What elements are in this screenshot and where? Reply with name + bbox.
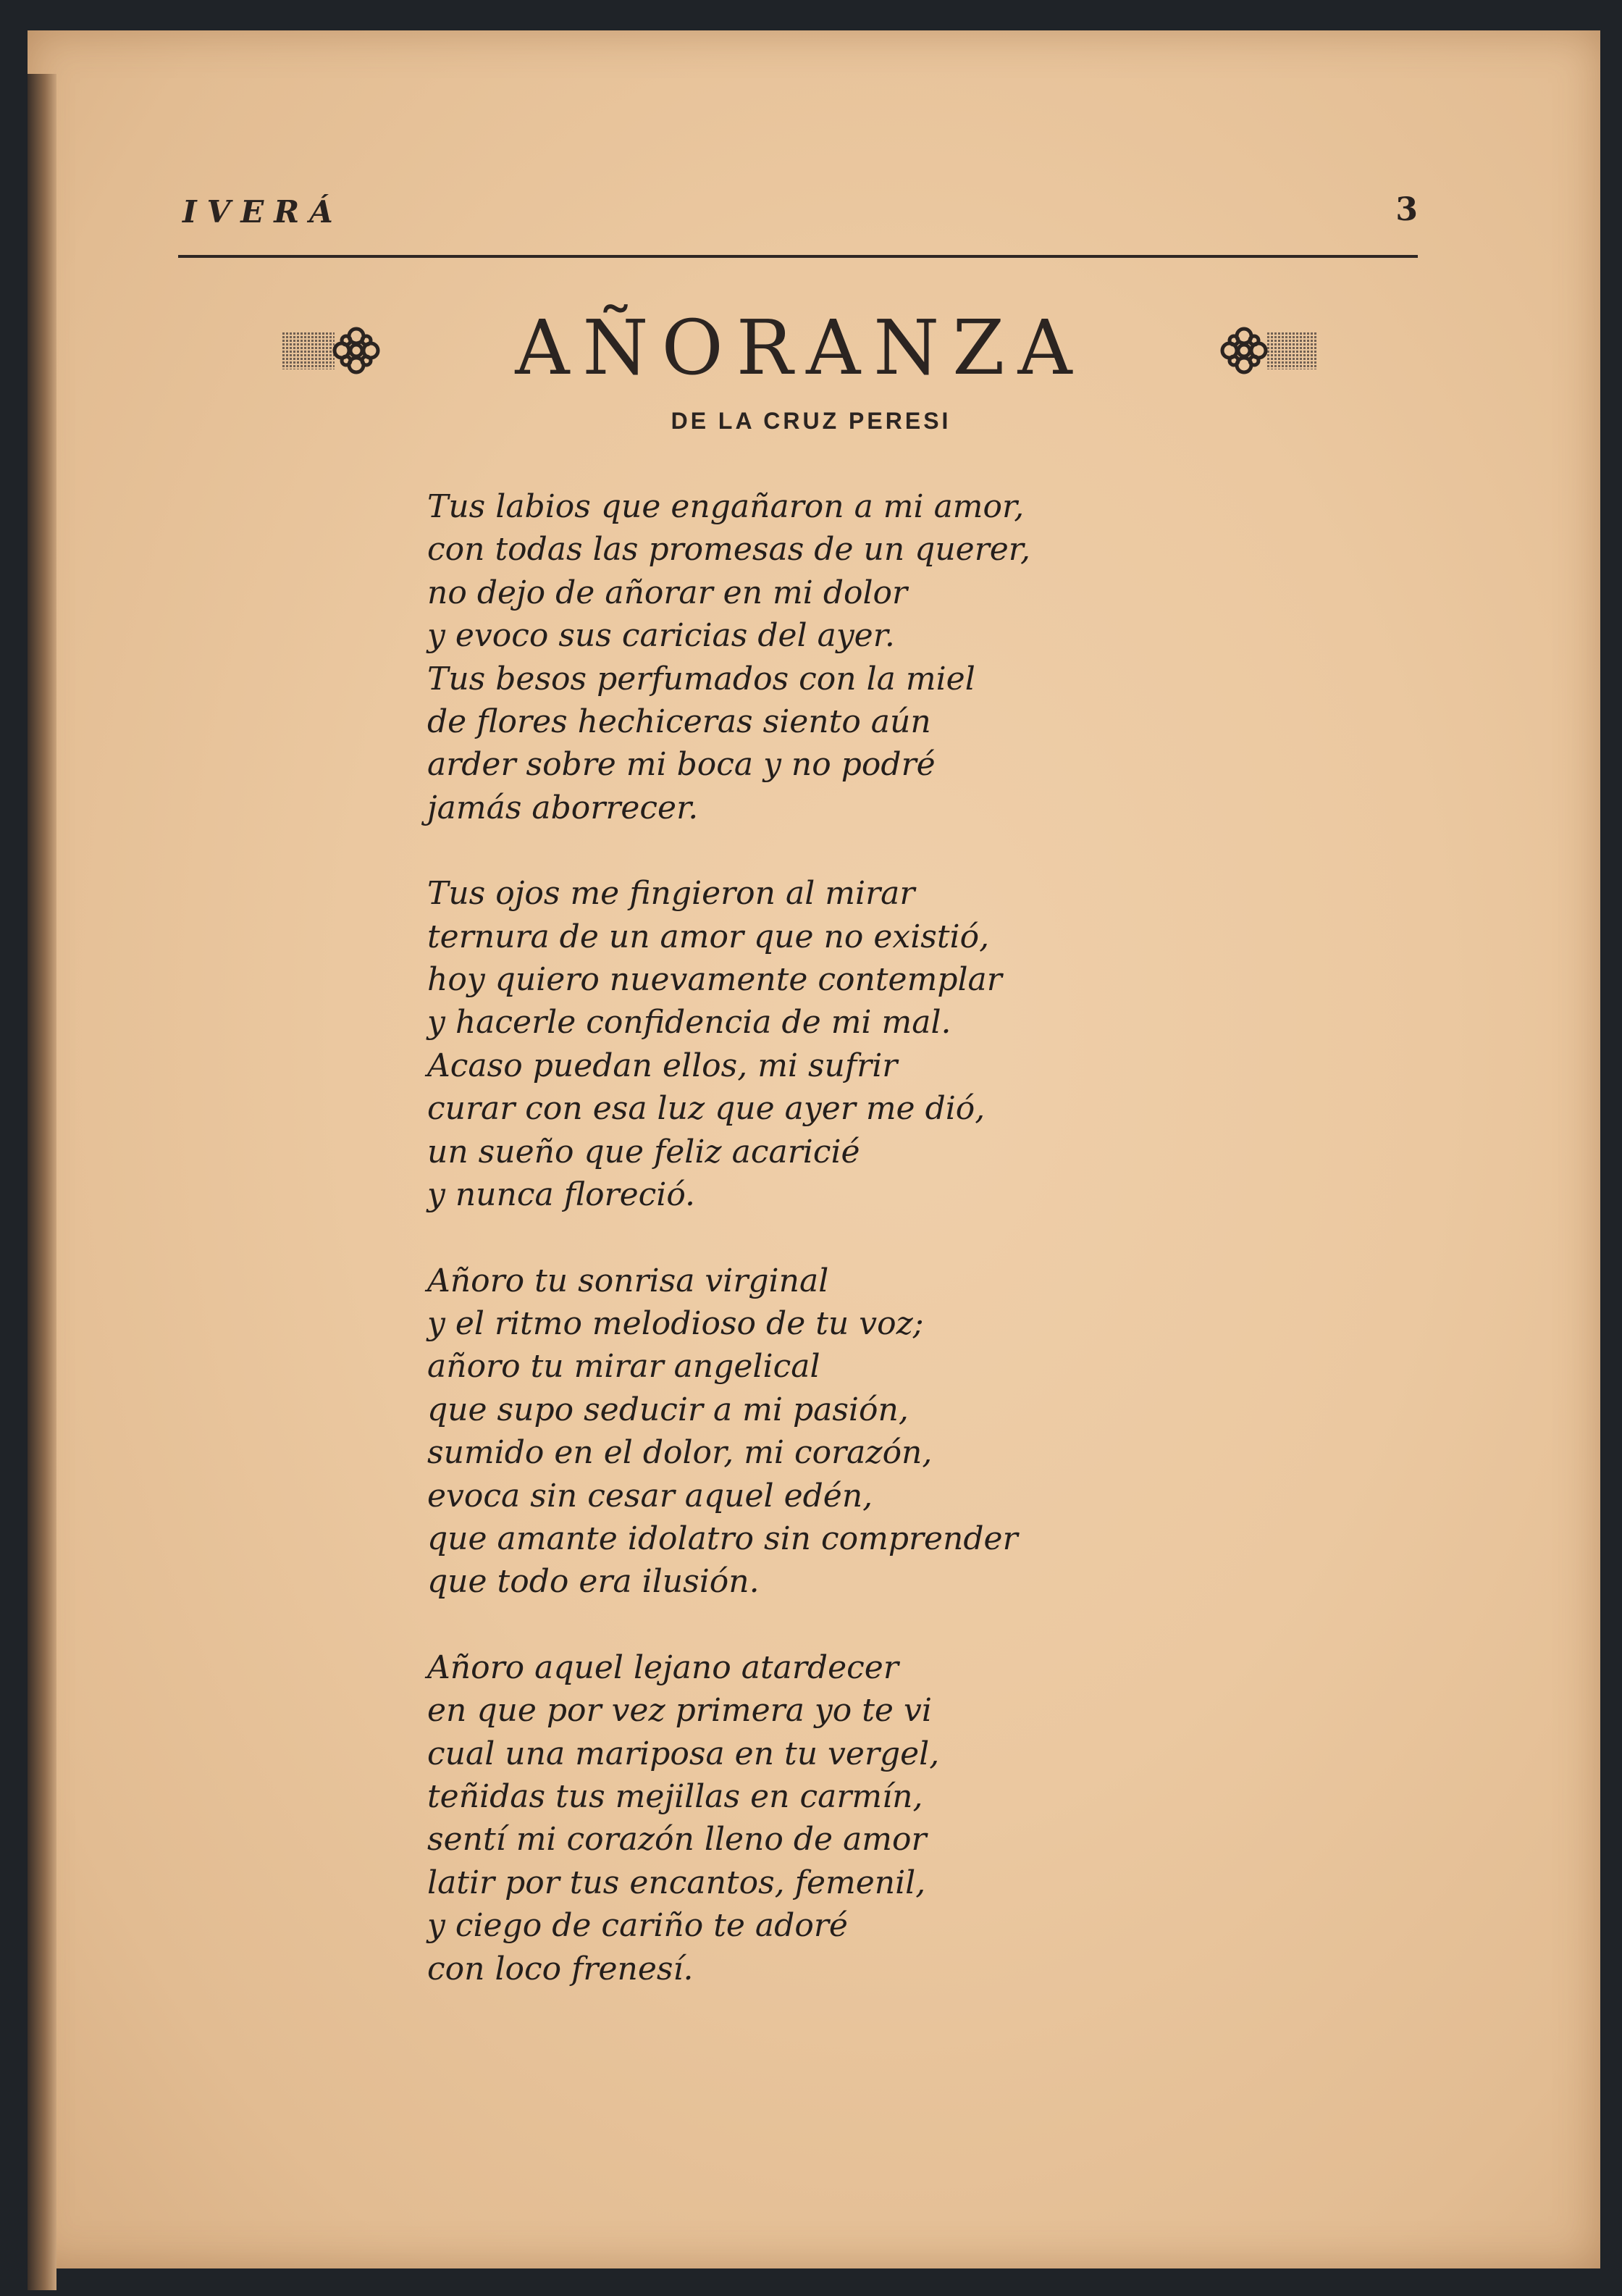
poem-line: con todas las promesas de un querer, [427,531,1030,569]
poem-line: y ciego de cariño te adoré [427,1907,848,1945]
poem-line: que todo era ilusión. [427,1563,760,1601]
running-header [178,190,1418,255]
poem-line: latir por tus encantos, femenil, [427,1864,926,1901]
poem-line: evoca sin cesar aquel edén, [427,1477,873,1514]
poem-line: Acaso puedan ellos, mi sufrir [427,1047,898,1084]
stanza [427,1260,1224,1604]
poem-line: curar con esa luz que ayer me dió, [427,1090,986,1128]
flower-ornament-right-icon [1216,322,1318,380]
poem-line: y el ritmo melodioso de tu voz; [427,1304,924,1342]
poem-title: AÑORANZA [515,303,1085,392]
stanza [427,872,1224,1216]
poem-line: Tus ojos me fingieron al mirar [427,875,915,913]
poem-line: no dejo de añorar en mi dolor [427,574,908,611]
poem-line: Añoro tu sonrisa virginal [427,1262,829,1299]
poem-line: que amante idolatro sin comprender [427,1520,1018,1557]
page-binding-edge [28,74,56,2290]
stanza [427,1646,1224,1990]
stanza [427,485,1224,829]
poem-line: sentí mi corazón lleno de amor [427,1821,927,1859]
poem-line: ternura de un amor que no existió, [427,918,990,955]
poem-line: jamás aborrecer. [427,789,699,826]
poem-line: arder sobre mi boca y no podré [427,746,936,784]
poem-line: con loco frenesí. [427,1950,694,1987]
page-number: 3 [1395,191,1418,228]
poem-line: Añoro aquel lejano atardecer [427,1648,899,1686]
poem-line: de flores hechiceras siento aún [427,703,931,741]
poem-line: en que por vez primera yo te vi [427,1692,932,1730]
poem-line: Tus besos perfumados con la miel [427,660,975,697]
running-head-title: IVERÁ [182,194,343,230]
poem-line: cual una mariposa en tu vergel, [427,1735,940,1772]
poem-line: un sueño que feliz acaricié [427,1133,860,1170]
poem-line: y evoco sus caricias del ayer. [427,617,895,655]
poem-line: y nunca floreció. [427,1176,696,1214]
poem-line: sumido en el dolor, mi corazón, [427,1434,933,1472]
poem-author: DE LA CRUZ PERESI [671,408,951,434]
poem-line: teñidas tus mejillas en carmín, [427,1777,923,1815]
poem-body [427,485,1224,2033]
poem-line: Tus labios que engañaron a mi amor, [427,488,1025,525]
poem-line: y hacerle confidencia de mi mal. [427,1004,951,1042]
title-row [275,304,1325,398]
header-rule [178,255,1418,258]
poem-line: que supo seducir a mi pasión, [427,1391,909,1428]
poem-line: hoy quiero nuevamente contemplar [427,961,1002,999]
poem-line: añoro tu mirar angelical [427,1348,820,1386]
